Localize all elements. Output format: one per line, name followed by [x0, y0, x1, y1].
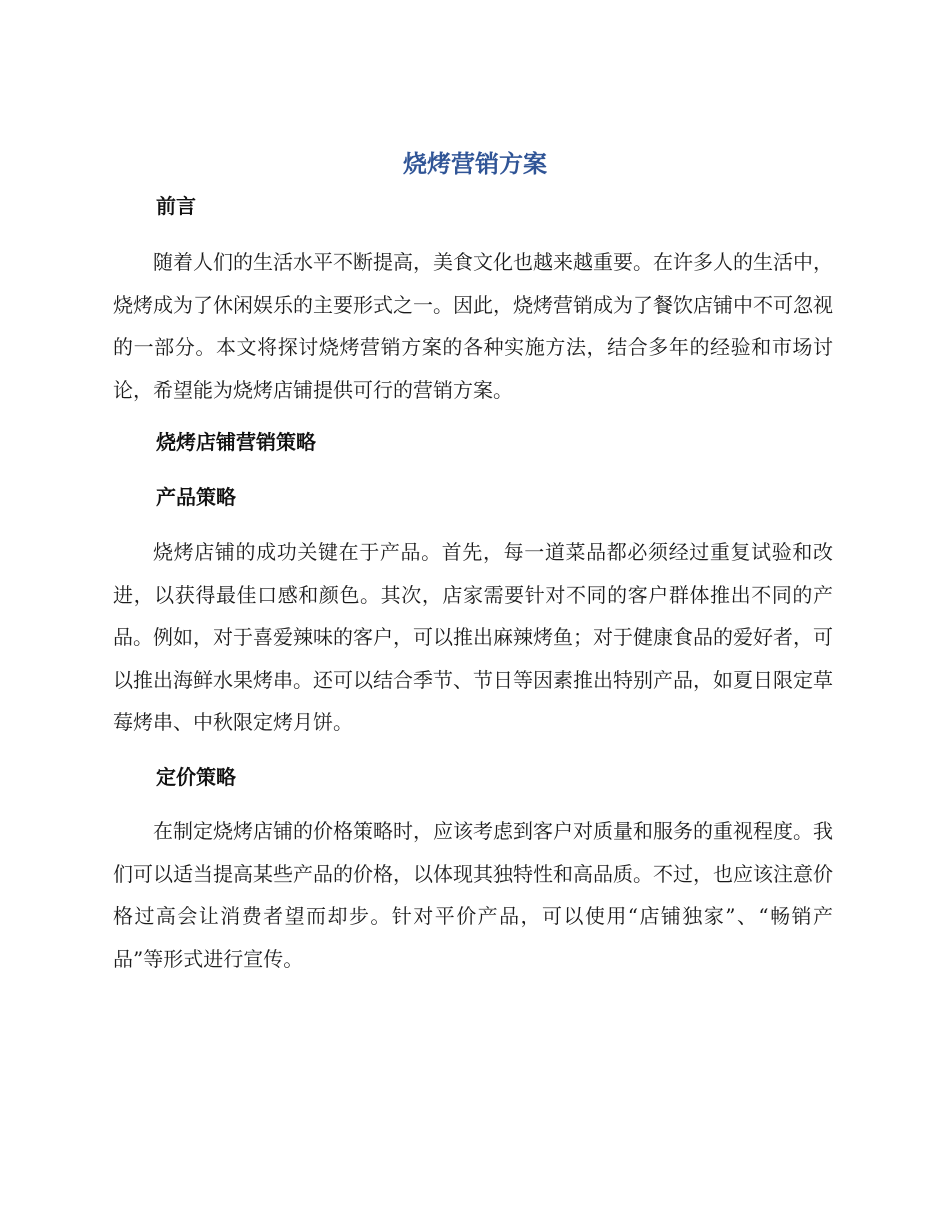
heading-product-strategy: 产品策略: [156, 485, 236, 509]
heading-preface: 前言: [156, 194, 196, 218]
paragraph-preface: 随着人们的生活水平不断提高，美食文化也越来越重要。在许多人的生活中，烧烤成为了休闲娱乐的主要形式之一。因此，烧烤营销成为了餐饮店铺中不可忽视的一部分。本文将探讨烧烤营销方案的各种实施方法，结合多年的经验和市场讨论，希望能为烧烤店铺提供可行的营销方案。: [113, 250, 833, 402]
heading-marketing-strategy: 烧烤店铺营销策略: [156, 430, 316, 454]
heading-pricing-strategy: 定价策略: [156, 765, 236, 789]
paragraph-product-strategy: 烧烤店铺的成功关键在于产品。首先，每一道菜品都必须经过重复试验和改进，以获得最佳口感和颜色。其次，店家需要针对不同的客户群体推出不同的产品。例如，对于喜爱辣味的客户，可以推出麻辣烤鱼；对于健康食品的爱好者，可以推出海鲜水果烤串。还可以结合季节、节日等因素推出特别产品，如夏日限定草莓烤串、中秋限定烤月饼。: [113, 540, 833, 734]
paragraph-pricing-strategy: 在制定烧烤店铺的价格策略时，应该考虑到客户对质量和服务的重视程度。我们可以适当提高某些产品的价格，以体现其独特性和高品质。不过，也应该注意价格过高会让消费者望而却步。针对平价产品，可以使用“店铺独家”、“畅销产品”等形式进行宣传。: [113, 819, 833, 971]
document-title: 烧烤营销方案: [403, 150, 547, 178]
